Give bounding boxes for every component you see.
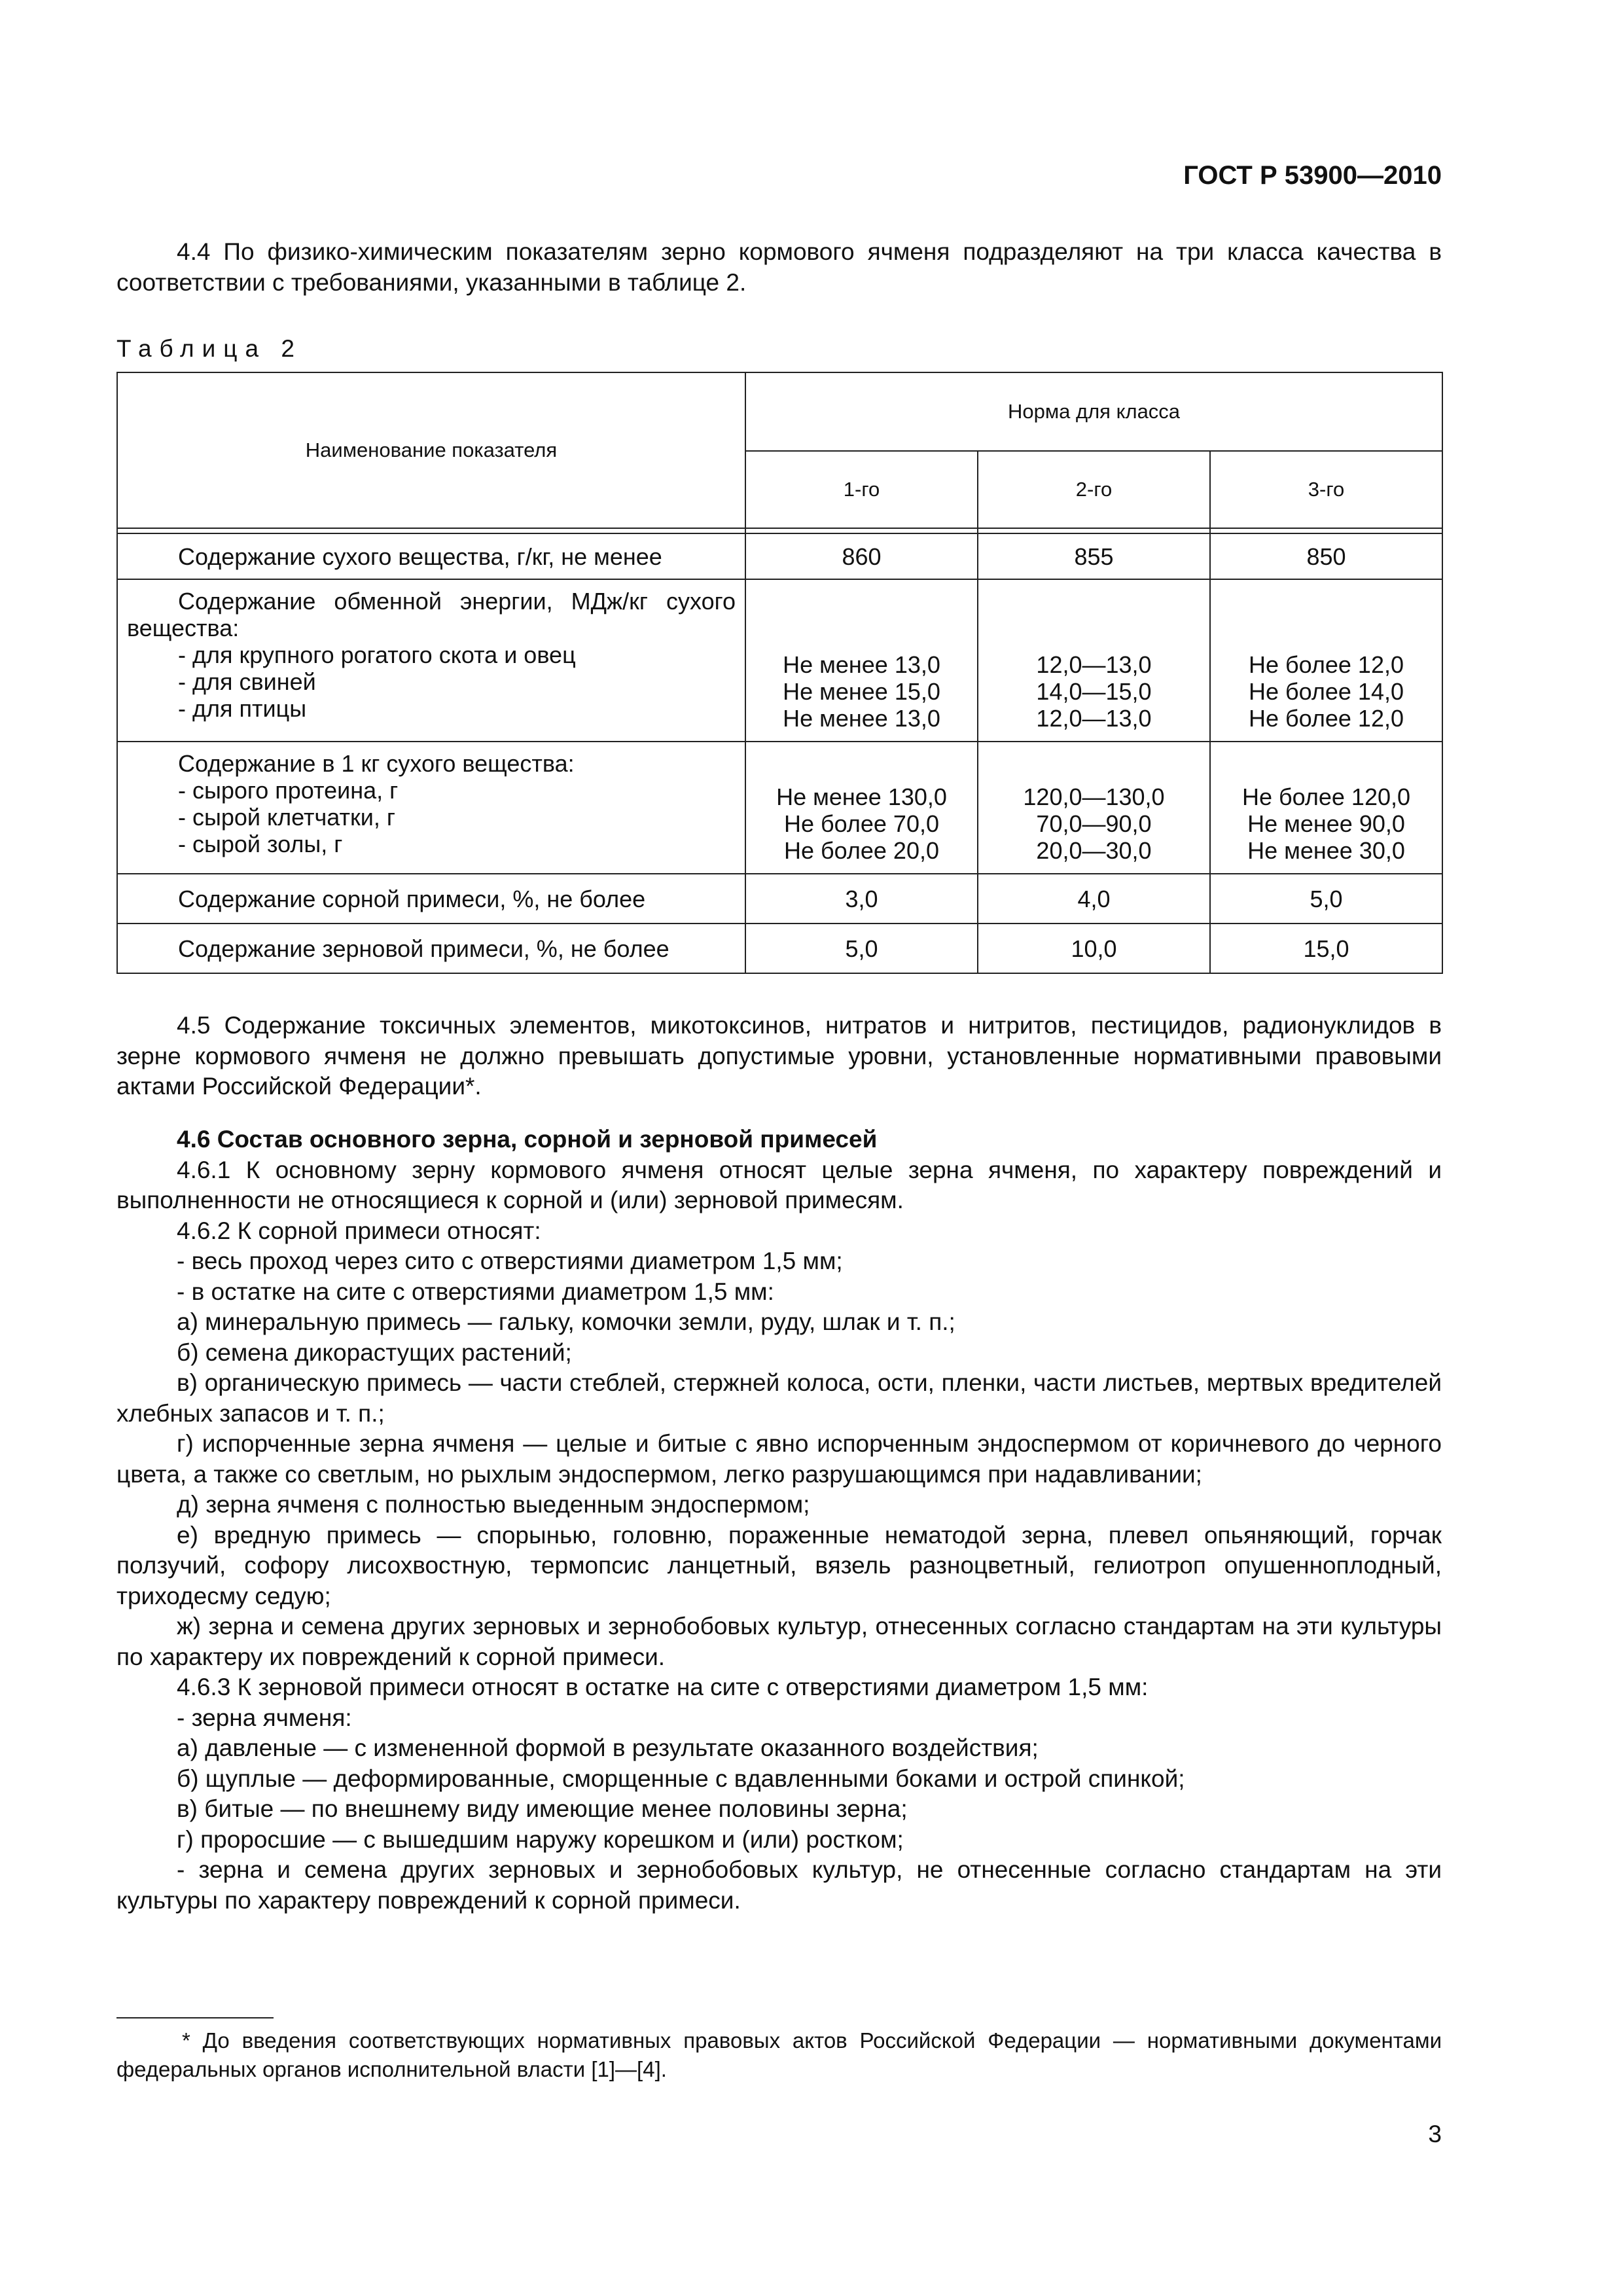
cell-value: Не более 14,0 xyxy=(1249,678,1404,705)
list-item: - зерна и семена других зерновых и зернобобовых культур, не отнесенные согласно стандартам на эти культуры по характеру повреждений к сорной примеси. xyxy=(116,1856,1442,1914)
cell-value: Не менее 130,0 xyxy=(776,783,947,810)
row-name xyxy=(117,742,745,874)
table-header-row xyxy=(117,372,1442,451)
cell-value: Не более 12,0 xyxy=(1249,651,1404,678)
paragraph-4-5: 4.5 Содержание токсичных элементов, микотоксинов, нитратов и нитритов, пестицидов, радионуклидов в зерне кормового ячменя не должно превышать допустимые уровни, установленные нормативными правовыми актами Российской Федерации*. xyxy=(116,1012,1442,1100)
document-header: ГОСТ Р 53900—2010 xyxy=(1183,161,1442,190)
table-row xyxy=(117,924,1442,973)
paragraph-4-5-block xyxy=(116,1011,1442,1102)
footnote: * До введения соответствующих нормативных правовых актов Российской Федерации — нормативными документами федеральных органов исполнительной власти [1]—[4]. xyxy=(116,2028,1442,2081)
cell-class-1 xyxy=(745,742,978,874)
list-item: г) проросшие — с вышедшим наружу корешком и (или) ростком; xyxy=(177,1825,904,1853)
cell-class-3: 5,0 xyxy=(1210,874,1442,924)
section-heading-4-6: 4.6 Состав основного зерна, сорной и зерновой примесей xyxy=(177,1126,878,1153)
paragraph-4-6-3: 4.6.3 К зерновой примеси относят в остатке на сите с отверстиями диаметром 1,5 мм: xyxy=(177,1674,1149,1700)
row-name-line: Содержание сорной примеси, %, не более xyxy=(178,885,646,912)
row-name xyxy=(117,924,745,973)
row-name-line: - сырой золы, г xyxy=(178,831,343,857)
cell-value: 120,0—130,0 xyxy=(1023,783,1165,810)
row-name-line: - сырого протеина, г xyxy=(178,777,399,804)
row-name-line: - сырой клетчатки, г xyxy=(178,804,395,831)
cell-class-1 xyxy=(745,579,978,742)
column-header-name: Наименование показателя xyxy=(117,372,745,528)
paragraph-4-4: 4.4 По физико-химическим показателям зерно кормового ячменя подразделяют на три класса качества в соответствии с требованиями, указанными в таблице 2. xyxy=(116,238,1442,296)
cell-class-3 xyxy=(1210,579,1442,742)
list-item: в) органическую примесь — части стеблей, стержней колоса, ости, пленки, части листьев, мертвых вредителей хлебных запасов и т. п.; xyxy=(116,1369,1442,1427)
column-header-class-1: 1-го xyxy=(745,451,978,528)
cell-value: Не более 12,0 xyxy=(1249,705,1404,732)
cell-class-2: 855 xyxy=(978,533,1210,579)
footnote-divider xyxy=(116,2017,274,2018)
cell-value: Не более 70,0 xyxy=(784,810,939,837)
cell-class-3: 850 xyxy=(1210,533,1442,579)
cell-value: Не менее 15,0 xyxy=(783,678,940,705)
list-item: д) зерна ячменя с полностью выеденным эндоспермом; xyxy=(177,1491,810,1518)
list-item: в) битые — по внешнему виду имеющие менее половины зерна; xyxy=(177,1795,908,1822)
cell-value: Не менее 13,0 xyxy=(783,651,940,678)
cell-class-1: 5,0 xyxy=(745,924,978,973)
row-name-line: Содержание в 1 кг сухого вещества: xyxy=(178,750,575,777)
paragraph-4-6-1: 4.6.1 К основному зерну кормового ячменя относят целые зерна ячменя, по характеру повреждений и выполненности не относящиеся к сорной и (или) зерновой примесям. xyxy=(116,1156,1442,1213)
table-caption: Таблица 2 xyxy=(116,335,302,362)
table-row xyxy=(117,533,1442,579)
list-item: ж) зерна и семена других зерновых и зернобобовых культур, отнесенных согласно стандартам на эти культуры по характеру их повреждений к сорной примеси. xyxy=(116,1613,1442,1670)
cell-class-3 xyxy=(1210,742,1442,874)
list-item: - зерна ячменя: xyxy=(177,1704,352,1731)
cell-value: 20,0—30,0 xyxy=(1036,837,1152,864)
list-item: г) испорченные зерна ячменя — целые и битые с явно испорченным эндоспермом от коричневого до черного цвета, а также со светлым, но рыхлым эндоспермом, легко разрушающимся при надавливании; xyxy=(116,1430,1442,1488)
cell-value: Не менее 13,0 xyxy=(783,705,940,732)
row-name xyxy=(117,579,745,742)
table-header-separator xyxy=(117,528,1442,533)
list-item: б) щуплые — деформированные, сморщенные с вдавленными боками и острой спинкой; xyxy=(177,1765,1185,1792)
cell-class-2: 10,0 xyxy=(978,924,1210,973)
row-name-line: Содержание сухого вещества, г/кг, не менее xyxy=(178,543,662,570)
row-name-line: Содержание зерновой примеси, %, не более xyxy=(178,935,669,962)
column-header-class-3: 3-го xyxy=(1210,451,1442,528)
table-row xyxy=(117,579,1442,742)
cell-value: Не более 120,0 xyxy=(1242,783,1411,810)
table-row xyxy=(117,874,1442,924)
cell-class-2 xyxy=(978,579,1210,742)
cell-value: 70,0—90,0 xyxy=(1036,810,1152,837)
cell-value: Не менее 30,0 xyxy=(1247,837,1405,864)
column-header-norm: Норма для класса xyxy=(745,372,1442,451)
cell-value: 12,0—13,0 xyxy=(1036,705,1152,732)
list-item: - в остатке на сите с отверстиями диаметром 1,5 мм: xyxy=(177,1278,774,1305)
row-name-line: - для свиней xyxy=(178,668,316,695)
list-item: а) давленые — с измененной формой в результате оказанного воздействия; xyxy=(177,1734,1039,1761)
cell-value: 14,0—15,0 xyxy=(1036,678,1152,705)
paragraph-4-4-block xyxy=(116,237,1442,298)
list-item: б) семена дикорастущих растений; xyxy=(177,1338,572,1366)
cell-class-3: 15,0 xyxy=(1210,924,1442,973)
cell-class-1: 3,0 xyxy=(745,874,978,924)
page-number: 3 xyxy=(1428,2121,1442,2147)
row-name-line: - для крупного рогатого скота и овец xyxy=(178,641,576,668)
row-name-line: - для птицы xyxy=(178,695,307,722)
cell-value: Не более 20,0 xyxy=(784,837,939,864)
section-4-6 xyxy=(116,1124,1442,1916)
list-item: е) вредную примесь — спорынью, головню, пораженные нематодой зерна, плевел опьяняющий, горчак ползучий, софору лисохвостную, термопсис ланцетный, вязель разноцветный, гелиотроп опушенноплодный, триходесму седую; xyxy=(116,1521,1442,1609)
row-name xyxy=(117,874,745,924)
cell-value: Не менее 90,0 xyxy=(1247,810,1405,837)
cell-class-1: 860 xyxy=(745,533,978,579)
cell-class-2: 4,0 xyxy=(978,874,1210,924)
column-header-class-2: 2-го xyxy=(978,451,1210,528)
paragraph-4-6-2: 4.6.2 К сорной примеси относят: xyxy=(177,1217,541,1244)
table-2 xyxy=(116,372,1443,974)
list-item: - весь проход через сито с отверстиями диаметром 1,5 мм; xyxy=(177,1247,843,1274)
cell-value: 12,0—13,0 xyxy=(1036,651,1152,678)
row-name-line: Содержание обменной энергии, МДж/кг сухого вещества: xyxy=(127,588,736,641)
cell-class-2 xyxy=(978,742,1210,874)
table-row xyxy=(117,742,1442,874)
list-item: а) минеральную примесь — гальку, комочки земли, руду, шлак и т. п.; xyxy=(177,1308,955,1335)
row-name xyxy=(117,533,745,579)
